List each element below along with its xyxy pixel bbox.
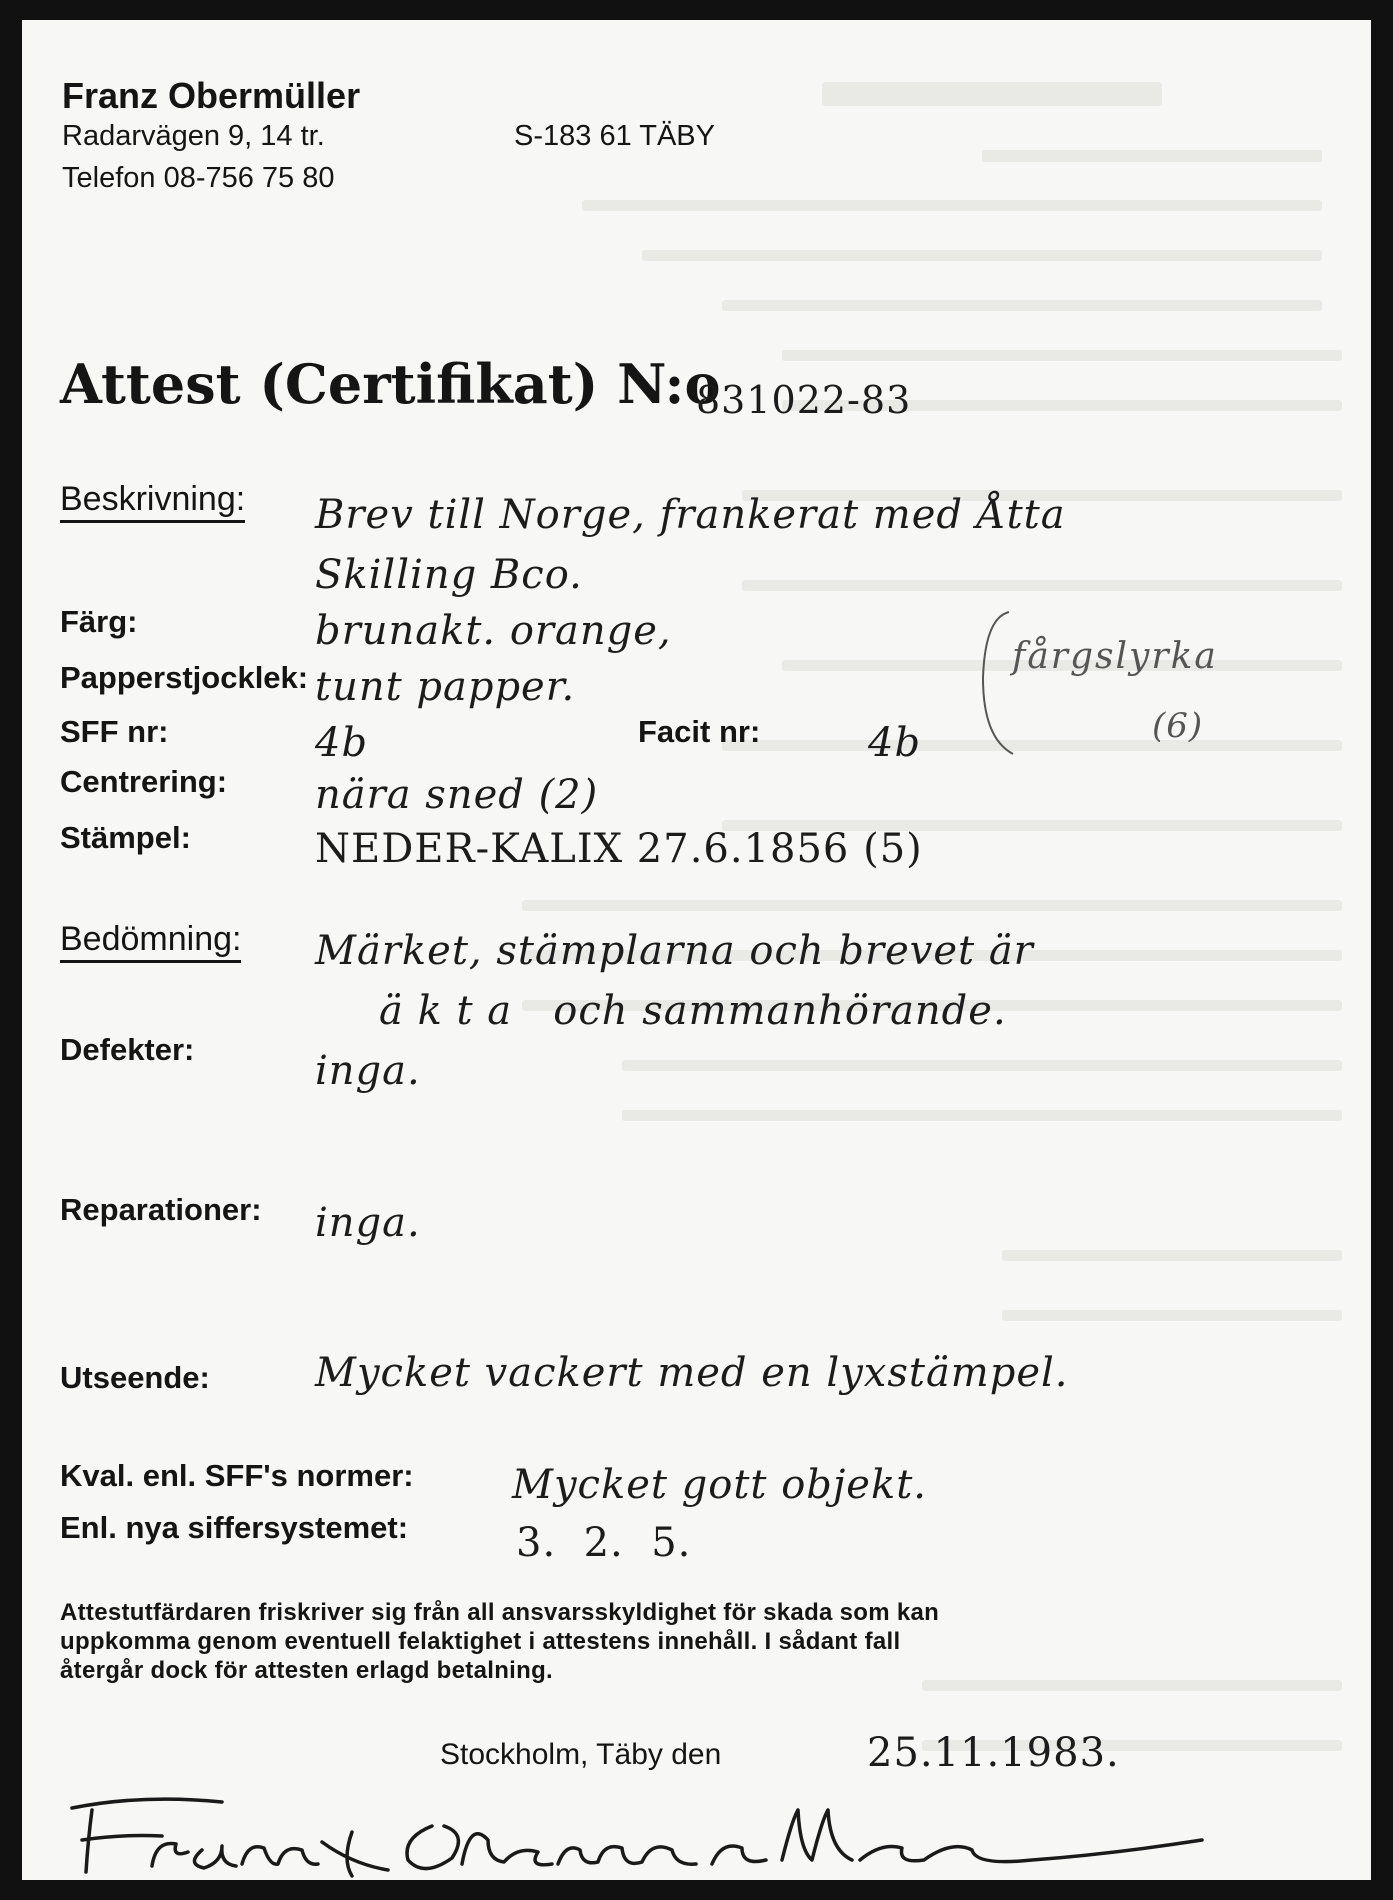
- certificate-sheet: [22, 20, 1371, 1880]
- label-defekter: Defekter:: [60, 1032, 195, 1067]
- certificate-title: Attest (Certifikat) N:o: [60, 352, 721, 416]
- value-farg: brunakt. orange,: [315, 608, 672, 654]
- label-facit-nr: Facit nr:: [638, 714, 761, 749]
- value-beskrivning-line2: Skilling Bco.: [315, 552, 583, 598]
- value-centrering: nära sned (2): [315, 772, 599, 818]
- disclaimer: [60, 1598, 939, 1685]
- signature: [52, 1780, 1212, 1880]
- value-beskrivning-line1: Brev till Norge, frankerat med Åtta: [315, 492, 1066, 538]
- disclaimer-line3: återgår dock för attesten erlagd betalning.: [60, 1657, 554, 1684]
- value-kval-sff: Mycket gott objekt.: [512, 1462, 927, 1508]
- issuer-street: Radarvägen 9, 14 tr.: [62, 120, 325, 152]
- issuer-name: Franz Obermüller: [62, 75, 361, 116]
- disclaimer-line2: uppkomma genom eventuell felaktighet i attestens innehåll. I sådant fall: [60, 1628, 901, 1655]
- value-defekter: inga.: [315, 1048, 421, 1094]
- disclaimer-line1: Attestutfärdaren friskriver sig från all ansvarsskyldighet för skada som kan: [60, 1599, 940, 1626]
- label-reparationer: Reparationer:: [60, 1192, 262, 1227]
- margin-note-bracket: [977, 608, 1017, 758]
- value-papperstjocklek: tunt papper.: [315, 664, 576, 710]
- label-papperstjocklek: Papperstjocklek:: [60, 660, 309, 695]
- label-centrering: Centrering:: [60, 764, 228, 799]
- label-bedomning: Bedömning:: [60, 920, 241, 963]
- value-sff-nr: 4b: [315, 720, 369, 766]
- issuer-postal-address: S-183 61 TÄBY: [514, 120, 715, 152]
- value-stampel: NEDER-KALIX 27.6.1856 (5): [315, 826, 923, 872]
- label-utseende: Utseende:: [60, 1360, 210, 1395]
- footer-place: Stockholm, Täby den: [440, 1738, 722, 1771]
- label-kval-sff: Kval. enl. SFF's normer:: [60, 1458, 414, 1493]
- value-siffersystemet: 3. 2. 5.: [516, 1520, 692, 1566]
- margin-note-line2: (6): [1152, 706, 1204, 746]
- label-sff-nr: SFF nr:: [60, 714, 169, 749]
- label-siffersystemet: Enl. nya siffersystemet:: [60, 1510, 409, 1545]
- label-farg: Färg:: [60, 604, 138, 639]
- value-reparationer: inga.: [315, 1200, 421, 1246]
- certificate-number: 831022-83: [696, 378, 912, 422]
- value-utseende: Mycket vackert med en lyxstämpel.: [315, 1350, 1069, 1396]
- value-facit-nr: 4b: [868, 720, 922, 766]
- label-stampel: Stämpel:: [60, 820, 191, 855]
- issuer-phone: Telefon 08-756 75 80: [62, 162, 335, 194]
- label-beskrivning: Beskrivning:: [60, 480, 245, 523]
- margin-note-line1: fårgslyrka: [1012, 636, 1218, 677]
- value-bedomning-line1: Märket, stämplarna och brevet är: [315, 928, 1034, 974]
- value-bedomning-line2: ä k t a och sammanhörande.: [379, 988, 1007, 1034]
- footer-date: 25.11.1983.: [867, 1730, 1120, 1776]
